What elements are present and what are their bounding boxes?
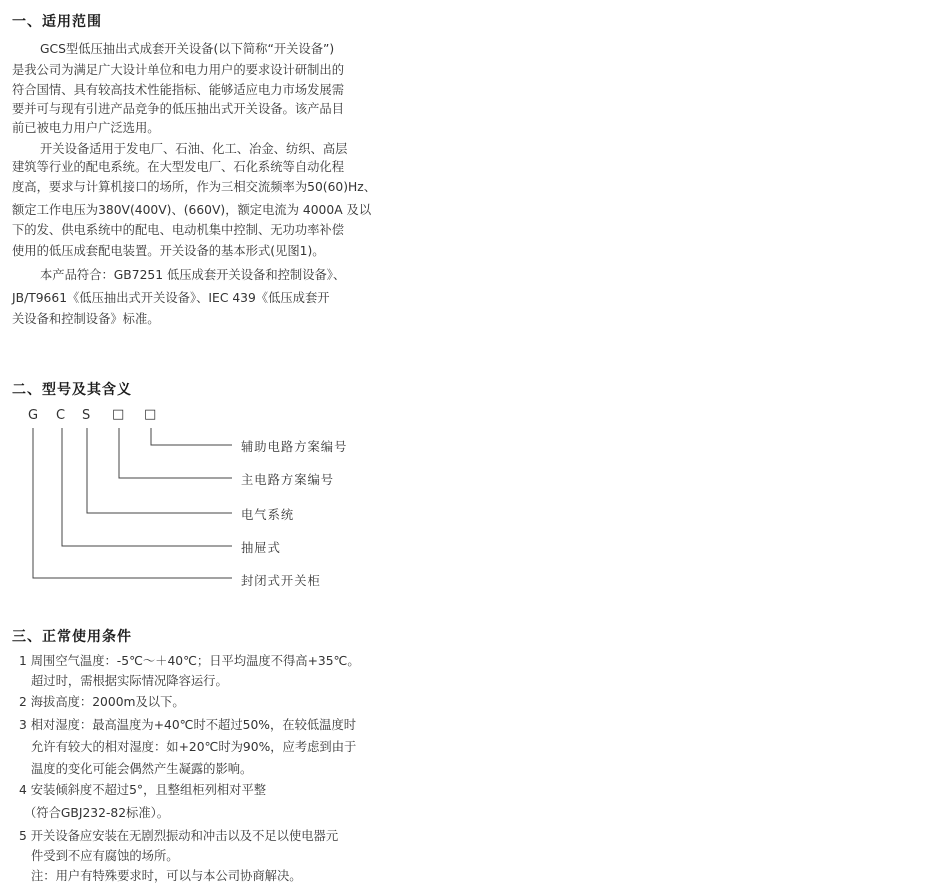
section1-line: 关设备和控制设备》标准。 [12, 312, 160, 326]
condition-line: 温度的变化可能会偶然产生凝露的影响。 [31, 762, 253, 776]
code-char-s: S [82, 408, 91, 423]
section1-line: 本产品符合：GB7251 低压成套开关设备和控制设备》、 [40, 268, 346, 282]
condition-line: 3 相对湿度：最高温度为+40℃时不超过50%，在较低温度时 [19, 718, 357, 732]
condition-note: 注：用户有特殊要求时，可以与本公司协商解决。 [31, 869, 302, 883]
condition-line: 4 安装倾斜度不超过5°，且整组柜列相对平整 [19, 783, 267, 797]
section1-line: 使用的低压成套配电装置。开关设备的基本形式(见图1)。 [12, 244, 325, 258]
condition-line: 2 海拔高度：2000m及以下。 [19, 695, 185, 709]
condition-line: 1 周围空气温度：-5℃～＋40℃；日平均温度不得高+35℃。 [19, 654, 360, 668]
section1-line: 下的发、供电系统中的配电、电动机集中控制、无功功率补偿 [12, 223, 345, 237]
section3-heading: 三、正常使用条件 [12, 629, 132, 645]
connector-line-g [33, 428, 232, 578]
label-enclosed-switchgear: 封闭式开关柜 [241, 574, 321, 588]
section1-line: 前已被电力用户广泛选用。 [12, 121, 160, 135]
section1-line: 符合国情、具有较高技术性能指标、能够适应电力市场发展需 [12, 83, 345, 97]
section1-line: 开关设备适用于发电厂、石油、化工、冶金、纺织、高层 [40, 142, 348, 156]
section1-line: 要并可与现有引进产品竞争的低压抽出式开关设备。该产品目 [12, 102, 345, 116]
section1-line: JB/T9661《低压抽出式开关设备》、IEC 439《低压成套开 [12, 291, 330, 305]
condition-line: 允许有较大的相对湿度：如+20℃时为90%，应考虑到由于 [31, 740, 357, 754]
code-char-c: C [56, 408, 66, 423]
section1-line: GCS型低压抽出式成套开关设备(以下简称“开关设备”) [40, 42, 335, 56]
label-electrical-system: 电气系统 [241, 508, 295, 522]
section1-line: 是我公司为满足广大设计单位和电力用户的要求设计研制出的 [12, 63, 345, 77]
label-aux-circuit-scheme: 辅助电路方案编号 [241, 440, 348, 454]
connector-line-s [87, 428, 232, 513]
condition-line: 超过时，需根据实际情况降容运行。 [31, 674, 228, 688]
section1-line: 额定工作电压为380V(400V)、(660V)，额定电流为 4000A 及以 [12, 203, 372, 217]
condition-line: 5 开关设备应安装在无剧烈振动和冲击以及不足以使电器元 [19, 829, 339, 843]
section2-heading: 二、型号及其含义 [12, 382, 132, 398]
code-box-main-circuit: □ [112, 407, 125, 422]
section1-line: 建筑等行业的配电系统。在大型发电厂、石化系统等自动化程 [12, 160, 345, 174]
connector-line-aux-circuit [151, 428, 232, 445]
connector-line-main-circuit [119, 428, 232, 478]
section1-heading: 一、适用范围 [12, 14, 102, 30]
code-char-g: G [28, 408, 39, 423]
section1-line: 度高，要求与计算机接口的场所，作为三相交流频率为50(60)Hz、 [12, 180, 377, 194]
label-main-circuit-scheme: 主电路方案编号 [241, 473, 335, 487]
code-box-aux-circuit: □ [144, 407, 157, 422]
label-drawer-type: 抽屉式 [241, 541, 281, 555]
condition-line: （符合GBJ232-82标准）。 [24, 806, 170, 820]
condition-line: 件受到不应有腐蚀的场所。 [31, 849, 179, 863]
